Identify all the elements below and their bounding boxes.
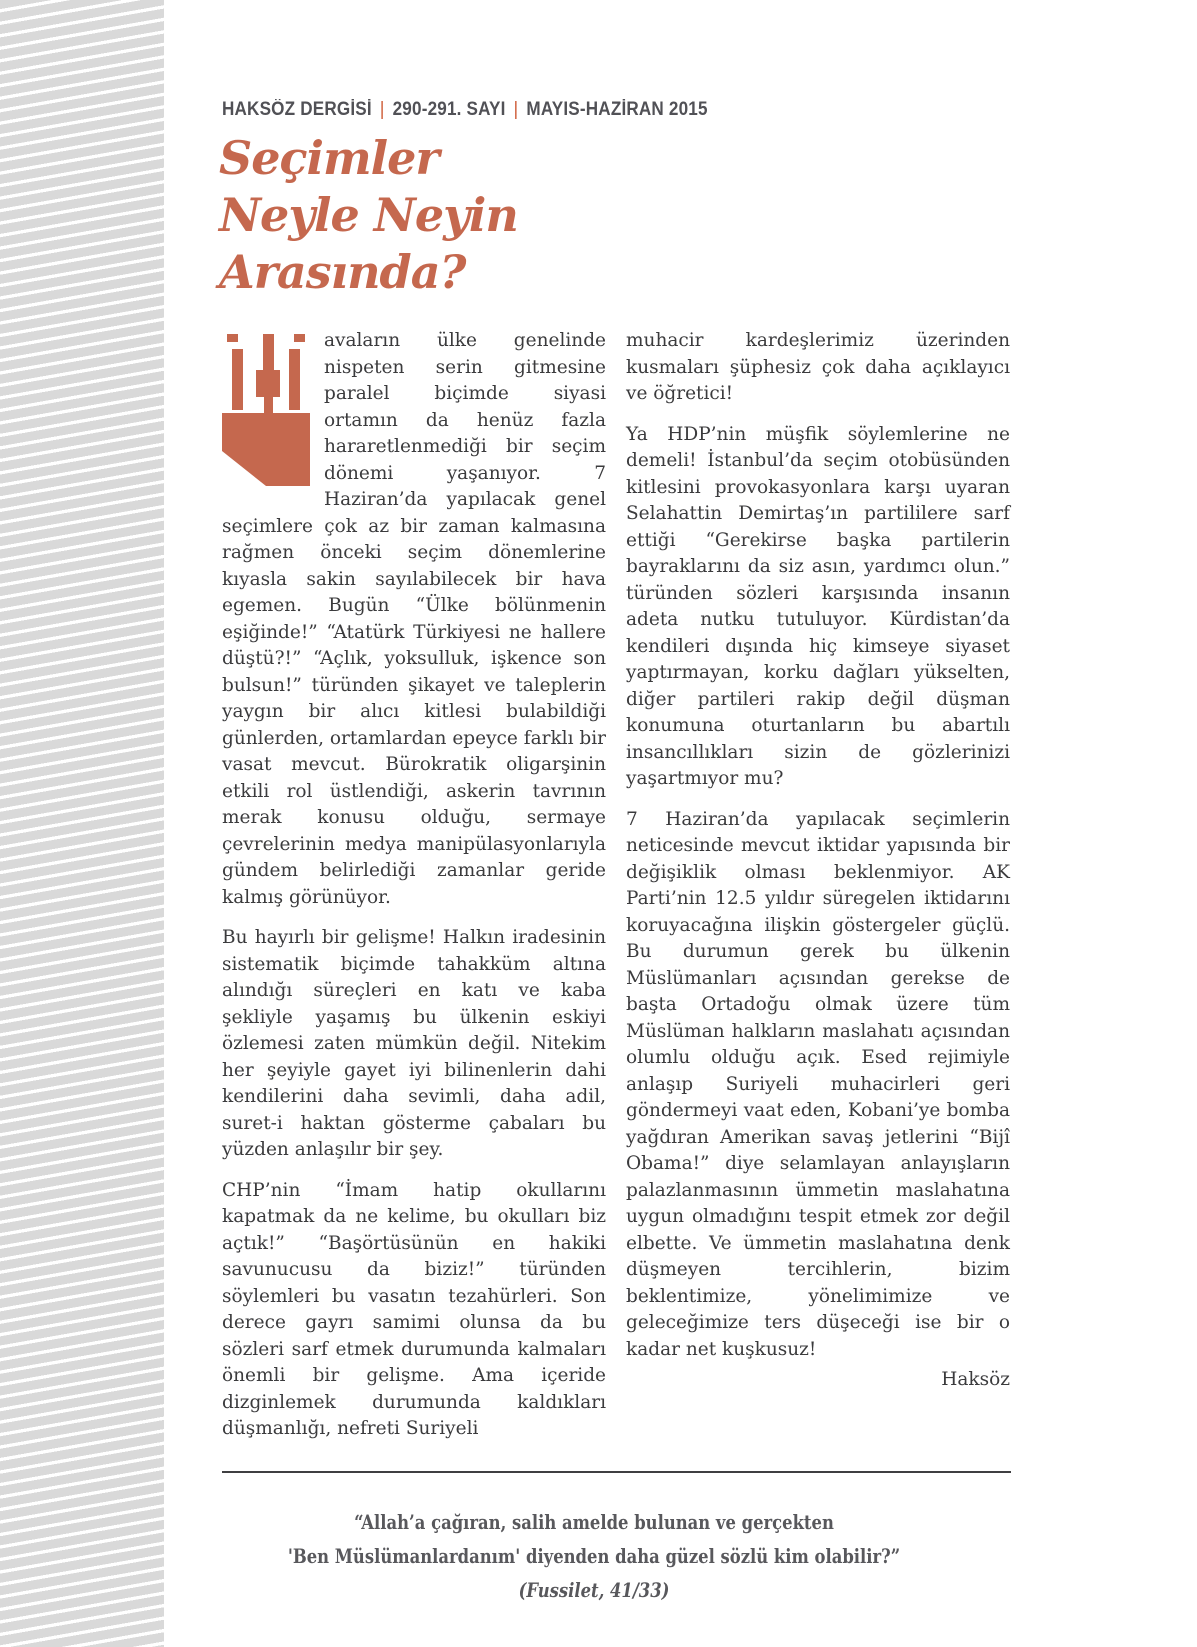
header-separator: |	[513, 99, 519, 120]
paragraph: 7 Haziran’da yapılacak seçimlerin neticesinde mevcut iktidar yapısında bir değişiklik olması beklenmiyor. AK Parti’nin 12.5 yıldır süregelen iktidarını koruyacağına ilişkin göstergeler güçlü. Bu durumun gerek bu ülkenin Müslümanları açısından gerekse de başta Ortadoğu olmak üzere tüm Müslüman halkların maslahatı açısından olumlu olduğu açık. Esed rejimiyle anlaşıp Suriyeli muhacirleri geri göndermeyi vaat eden, Kobani’ye bomba yağdıran Amerikan savaş jetlerini “Bijî Obama!” diye selamlayan anlayışların palazlanmasının ümmetin maslahatına uygun olmadığını tespit etmek zor değil elbette. Ve ümmetin maslahatına denk düşmeyen tercihlerin, bizim beklentimize, yönelimimize ve geleceğimize ters düşeceği ise bir o kadar net kuşkusuz!	[626, 808, 1010, 1360]
diagonal-stripes-decoration	[0, 0, 164, 1647]
issue-number: 290-291. SAYI	[392, 99, 506, 120]
title-line: Arasında?	[219, 245, 466, 299]
paragraph-with-dropcap	[222, 328, 606, 911]
paragraph: Ya HDP’nin müşfik söylemlerine ne demeli! İstanbul’da seçim otobüsünden kitlesini provokasyonlara karşı uyaran Selahattin Demirtaş’ın partililere sarf ettiği “Gerekirse başka partilerin bayraklarını da siz asın, yardımcı olun.” türünden sözleri karşısında insanın adeta nutku tutuluyor. Kürdistan’da kendileri dışında hiç kimseye siyaset yaptırmayan, korku dağları yükselten, diğer partileri rakip değil düşman konumuna oturtanların bu abartılı insancıllıkları sizin de gözlerinizi yaşartmıyor mu?	[626, 423, 1010, 789]
footer-quote	[107, 1505, 1081, 1607]
paragraph: muhacir kardeşlerimiz üzerinden kusmaları şüphesiz çok daha açıklayıcı ve öğretici!	[626, 330, 1010, 404]
paragraph: CHP’nin “İmam hatip okullarını kapatmak da ne kelime, bu okulları biz açtık!” “Başörtüsünün en hakiki savunucusu da biziz!” türünden söylemleri bu vasatın tezahürleri. Son derece gayrı samimi olunsa da bu sözleri sarf etmek durumunda kalmaları önemli bir gelişme. Ama içeride dizginlemek durumunda kaldıkları düşmanlığı, nefreti Suriyeli	[222, 1179, 606, 1439]
title-line: Seçimler	[219, 131, 439, 185]
text-column-right	[626, 328, 1010, 1394]
quote-citation: (Fussilet, 41/33)	[518, 1578, 670, 1602]
paragraph-text: avaların ülke genelinde nispeten serin gitmesine paralel biçimde siyasi ortamın da henüz fazla hararetlenmediği bir seçim dönemi yaşanıyor. 7 Haziran’da yapılacak genel seçimlere çok az bir zaman kalmasına rağmen önceki seçim dönemlerine kıyasla sakin sayılabilecek bir hava egemen. Bugün “Ülke bölünmenin eşiğinde!” “Atatürk Türkiyesi ne hallere düştü?!” “Açlık, yoksulluk, işkence son bulsun!” türünden şikayet ve taleplerin yaygın bir alıcı kitlesi bulabildiği günlerden, ortamlardan epeyce farklı bir vasat mevcut. Bürokratik oligarşinin etkili rol üstlendiği, askerin tavrının merak konusu olduğu, sermaye çevrelerinin medya manipülasyonlarıyla gündem belirlediği zamanlar geride kalmış görünüyor.	[222, 330, 606, 908]
issue-date: MAYIS-HAZİRAN 2015	[526, 99, 708, 120]
magazine-name: HAKSÖZ DERGİSİ	[222, 99, 372, 120]
paragraph-list	[222, 925, 606, 1443]
paragraph-list	[626, 328, 1010, 1363]
text-column-left	[222, 328, 606, 1443]
haksoz-h-dropcap-logo-icon	[222, 334, 310, 486]
page-header	[222, 99, 708, 121]
paragraph: Bu hayırlı bir gelişme! Halkın iradesinin sistematik biçimde tahakküm altına alındığı süreçleri en katı ve kaba şekliyle yaşamış bu ülkenin eskiyi özlemesi zaten mümkün değil. Nitekim her şeyiyle gayet iyi bilinenlerin dahi kendilerini daha sevimli, daha adil, suret-i haktan gösterme çabaları bu yüzden anlaşılır bir şey.	[222, 927, 606, 1160]
header-separator: |	[379, 99, 385, 120]
article-title	[219, 130, 518, 301]
author-signature: Haksöz	[941, 1369, 1010, 1390]
title-line: Neyle Neyin	[219, 188, 518, 242]
divider-rule	[222, 1471, 1011, 1473]
quote-line: “Allah’a çağıran, salih amelde bulunan ve gerçekten	[354, 1510, 834, 1534]
quote-line: 'Ben Müslümanlardanım' diyenden daha güzel sözlü kim olabilir?”	[287, 1544, 901, 1568]
